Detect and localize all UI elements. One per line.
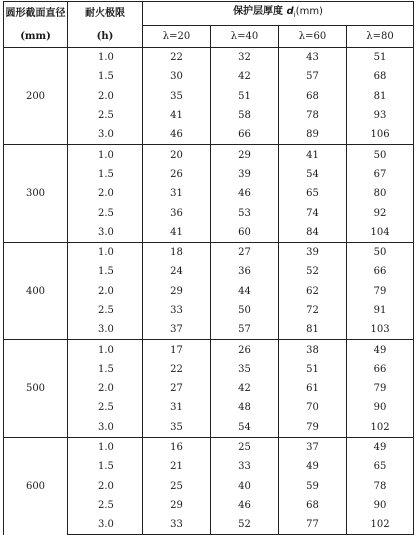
- thickness-value-cell: 106: [347, 125, 414, 145]
- thickness-value-cell: 59: [279, 477, 347, 496]
- thickness-value-cell: 57: [211, 320, 279, 340]
- thickness-value-cell: 72: [279, 301, 347, 320]
- fire-limit-cell: 3.0: [68, 125, 143, 145]
- thickness-value-cell: 37: [279, 437, 347, 457]
- thickness-value-cell: 50: [347, 242, 414, 262]
- lambda-col-header: λ=60: [279, 26, 347, 48]
- lambda-col-header: λ=80: [347, 26, 414, 48]
- fire-limit-cell: 3.0: [68, 418, 143, 438]
- thickness-value-cell: 80: [347, 184, 414, 203]
- thickness-value-cell: 79: [279, 418, 347, 438]
- thickness-value-cell: 74: [279, 203, 347, 222]
- thickness-header-label: 保护层厚度: [233, 6, 284, 17]
- thickness-value-cell: 46: [143, 125, 211, 145]
- thickness-value-cell: 41: [143, 106, 211, 125]
- thickness-value-cell: 68: [347, 67, 414, 86]
- thickness-value-cell: 42: [211, 379, 279, 398]
- thickness-value-cell: 17: [143, 340, 211, 360]
- diameter-cell: 600: [4, 437, 68, 534]
- thickness-value-cell: 92: [347, 203, 414, 222]
- thickness-value-cell: 54: [279, 165, 347, 184]
- thickness-value-cell: 66: [347, 262, 414, 281]
- thickness-value-cell: 66: [347, 360, 414, 379]
- fire-limit-cell: 3.0: [68, 515, 143, 535]
- thickness-value-cell: 26: [211, 340, 279, 360]
- thickness-subscript: i: [293, 11, 296, 19]
- thickness-value-cell: 33: [211, 457, 279, 476]
- thickness-header: [143, 2, 414, 26]
- thickness-value-cell: 35: [143, 418, 211, 438]
- thickness-value-cell: 84: [279, 223, 347, 243]
- thickness-value-cell: 46: [211, 496, 279, 515]
- fire-limit-cell: 1.5: [68, 262, 143, 281]
- thickness-value-cell: 66: [211, 125, 279, 145]
- fire-limit-cell: 1.0: [68, 48, 143, 68]
- fire-limit-cell: 2.0: [68, 477, 143, 496]
- diameter-unit: (mm): [4, 26, 68, 48]
- thickness-value-cell: 46: [211, 184, 279, 203]
- thickness-value-cell: 79: [347, 379, 414, 398]
- fire-limit-cell: 2.0: [68, 379, 143, 398]
- thickness-value-cell: 62: [279, 282, 347, 301]
- thickness-value-cell: 77: [279, 515, 347, 535]
- diameter-header: 圆形截面直径: [4, 2, 68, 26]
- thickness-value-cell: 54: [211, 418, 279, 438]
- fire-limit-cell: 1.5: [68, 67, 143, 86]
- thickness-value-cell: 51: [279, 360, 347, 379]
- thickness-value-cell: 68: [279, 87, 347, 106]
- thickness-value-cell: 22: [143, 360, 211, 379]
- thickness-value-cell: 25: [211, 437, 279, 457]
- fire-limit-cell: 1.0: [68, 437, 143, 457]
- thickness-value-cell: 48: [211, 398, 279, 417]
- thickness-value-cell: 61: [279, 379, 347, 398]
- thickness-value-cell: 65: [347, 457, 414, 476]
- fire-limit-cell: 2.5: [68, 106, 143, 125]
- thickness-value-cell: 49: [347, 340, 414, 360]
- fire-limit-cell: 1.0: [68, 242, 143, 262]
- thickness-value-cell: 102: [347, 418, 414, 438]
- fire-limit-unit: (h): [68, 26, 143, 48]
- thickness-value-cell: 79: [347, 282, 414, 301]
- table-body: [4, 48, 414, 535]
- table-row: [4, 340, 414, 360]
- fire-limit-cell: 3.0: [68, 320, 143, 340]
- thickness-value-cell: 67: [347, 165, 414, 184]
- table-row: [4, 48, 414, 68]
- thickness-value-cell: 51: [347, 48, 414, 68]
- thickness-value-cell: 29: [211, 145, 279, 165]
- thickness-value-cell: 104: [347, 223, 414, 243]
- thickness-value-cell: 60: [211, 223, 279, 243]
- fire-limit-cell: 1.5: [68, 360, 143, 379]
- thickness-value-cell: 50: [347, 145, 414, 165]
- thickness-value-cell: 41: [279, 145, 347, 165]
- thickness-value-cell: 22: [143, 48, 211, 68]
- thickness-value-cell: 31: [143, 398, 211, 417]
- thickness-value-cell: 43: [279, 48, 347, 68]
- diameter-cell: 200: [4, 48, 68, 145]
- thickness-value-cell: 20: [143, 145, 211, 165]
- thickness-value-cell: 65: [279, 184, 347, 203]
- thickness-value-cell: 103: [347, 320, 414, 340]
- thickness-value-cell: 38: [279, 340, 347, 360]
- fire-limit-cell: 1.0: [68, 340, 143, 360]
- diameter-cell: 300: [4, 145, 68, 242]
- fire-limit-cell: 1.5: [68, 165, 143, 184]
- thickness-value-cell: 91: [347, 301, 414, 320]
- table-row: [4, 145, 414, 165]
- table-row: [4, 437, 414, 457]
- thickness-value-cell: 35: [211, 360, 279, 379]
- thickness-value-cell: 16: [143, 437, 211, 457]
- thickness-value-cell: 68: [279, 496, 347, 515]
- thickness-value-cell: 31: [143, 184, 211, 203]
- thickness-value-cell: 42: [211, 67, 279, 86]
- fire-limit-cell: 2.5: [68, 398, 143, 417]
- thickness-value-cell: 49: [279, 457, 347, 476]
- thickness-value-cell: 70: [279, 398, 347, 417]
- thickness-value-cell: 81: [347, 87, 414, 106]
- thickness-value-cell: 90: [347, 398, 414, 417]
- thickness-value-cell: 36: [143, 203, 211, 222]
- fire-limit-cell: 2.5: [68, 496, 143, 515]
- thickness-value-cell: 39: [211, 165, 279, 184]
- thickness-value-cell: 29: [143, 496, 211, 515]
- fire-limit-cell: 2.0: [68, 282, 143, 301]
- fire-limit-cell: 1.5: [68, 457, 143, 476]
- fire-limit-cell: 2.5: [68, 203, 143, 222]
- thickness-value-cell: 26: [143, 165, 211, 184]
- thickness-value-cell: 21: [143, 457, 211, 476]
- thickness-value-cell: 51: [211, 87, 279, 106]
- thickness-value-cell: 27: [143, 379, 211, 398]
- thickness-value-cell: 78: [347, 477, 414, 496]
- thickness-value-cell: 27: [211, 242, 279, 262]
- thickness-value-cell: 39: [279, 242, 347, 262]
- thickness-value-cell: 89: [279, 125, 347, 145]
- table-row: [4, 242, 414, 262]
- thickness-value-cell: 81: [279, 320, 347, 340]
- lambda-col-header: λ=20: [143, 26, 211, 48]
- fire-limit-cell: 3.0: [68, 223, 143, 243]
- fire-limit-cell: 2.5: [68, 301, 143, 320]
- thickness-symbol: d: [286, 6, 294, 17]
- fire-protection-thickness-table: [3, 1, 414, 535]
- thickness-value-cell: 58: [211, 106, 279, 125]
- thickness-value-cell: 24: [143, 262, 211, 281]
- thickness-value-cell: 57: [279, 67, 347, 86]
- thickness-value-cell: 93: [347, 106, 414, 125]
- thickness-value-cell: 78: [279, 106, 347, 125]
- table-header: [4, 2, 414, 48]
- thickness-value-cell: 29: [143, 282, 211, 301]
- thickness-value-cell: 30: [143, 67, 211, 86]
- thickness-value-cell: 32: [211, 48, 279, 68]
- fire-limit-cell: 1.0: [68, 145, 143, 165]
- thickness-value-cell: 102: [347, 515, 414, 535]
- thickness-value-cell: 40: [211, 477, 279, 496]
- lambda-col-header: λ=40: [211, 26, 279, 48]
- thickness-value-cell: 44: [211, 282, 279, 301]
- thickness-value-cell: 50: [211, 301, 279, 320]
- thickness-value-cell: 18: [143, 242, 211, 262]
- thickness-value-cell: 33: [143, 301, 211, 320]
- thickness-value-cell: 52: [279, 262, 347, 281]
- document-page: [3, 1, 413, 530]
- thickness-value-cell: 49: [347, 437, 414, 457]
- thickness-value-cell: 52: [211, 515, 279, 535]
- thickness-value-cell: 33: [143, 515, 211, 535]
- thickness-value-cell: 90: [347, 496, 414, 515]
- fire-limit-cell: 2.0: [68, 184, 143, 203]
- thickness-value-cell: 36: [211, 262, 279, 281]
- diameter-cell: 400: [4, 242, 68, 339]
- thickness-value-cell: 37: [143, 320, 211, 340]
- thickness-unit: (mm): [295, 6, 323, 17]
- thickness-value-cell: 35: [143, 87, 211, 106]
- thickness-value-cell: 41: [143, 223, 211, 243]
- diameter-cell: 500: [4, 340, 68, 437]
- fire-limit-header: 耐火极限: [68, 2, 143, 26]
- fire-limit-cell: 2.0: [68, 87, 143, 106]
- thickness-value-cell: 25: [143, 477, 211, 496]
- thickness-value-cell: 53: [211, 203, 279, 222]
